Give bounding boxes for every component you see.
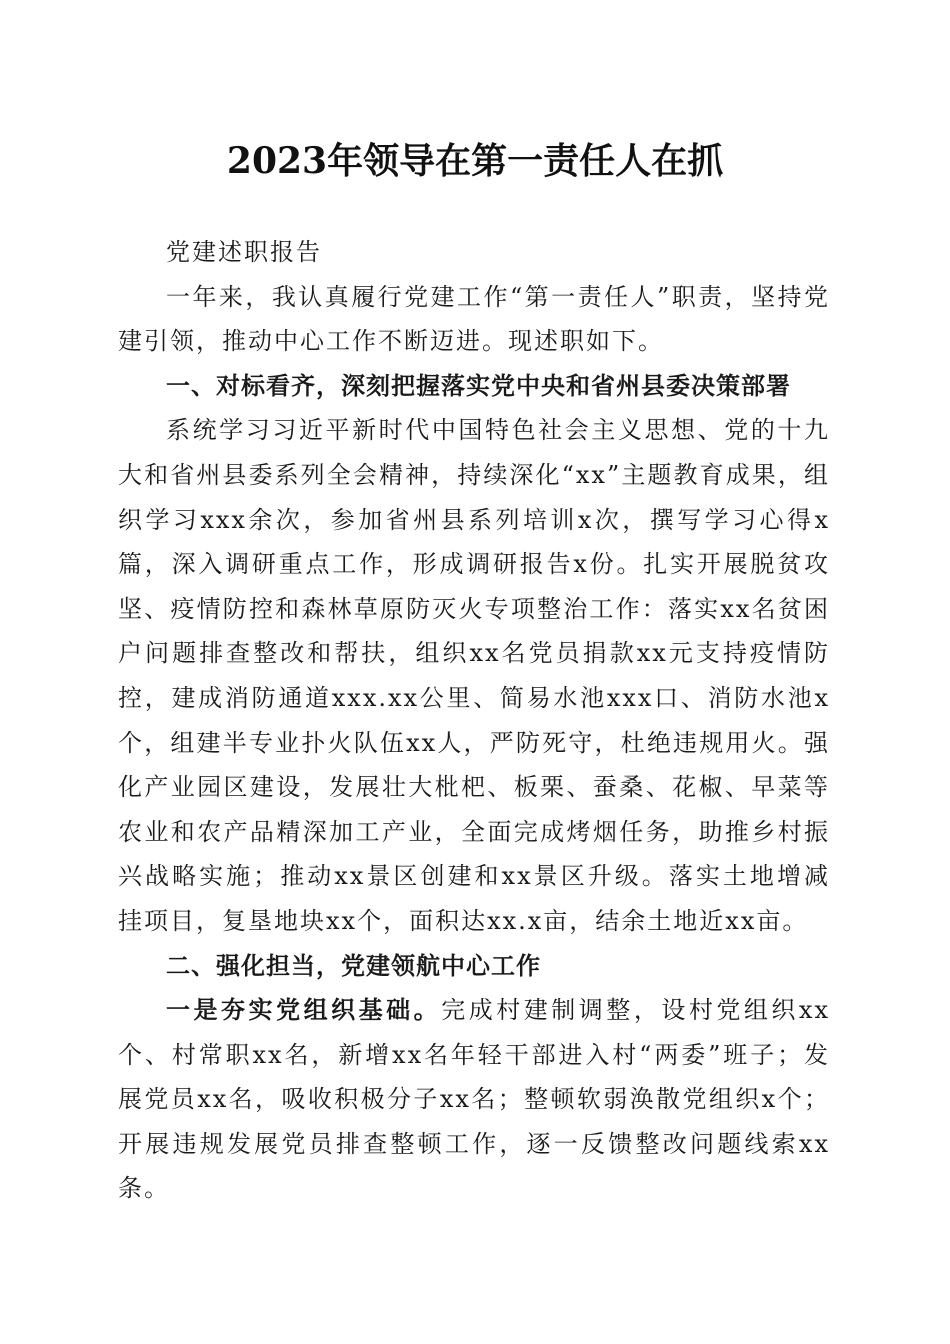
intro-paragraph: 一年来，我认真履行党建工作“第一责任人”职责，坚持党建引领，推动中心工作不断迈进。现述职如下。 xyxy=(118,282,830,356)
document-body xyxy=(118,230,830,1211)
item-1-lead: 一是夯实党组织基础。 xyxy=(166,996,442,1025)
section-2-item-1 xyxy=(118,988,830,1211)
section-1-paragraph: 系统学习习近平新时代中国特色社会主义思想、党的十九大和省州县委系列全会精神，持续深化“xx”主题教育成果，组织学习xxx余次，参加省州县系列培训x次，撰写学习心得x篇，深入调研重点工作，形成调研报告x份。扎实开展脱贫攻坚、疫情防控和森林草原防灭火专项整治工作：落实xx名贫困户问题排查整改和帮扶，组织xx名党员捐款xx元支持疫情防控，建成消防通道xxx.xx公里、简易水池xxx口、消防水池x个，组建半专业扑火队伍xx人，严防死守，杜绝违规用火。强化产业园区建设，发展壮大枇杷、板栗、蚕桑、花椒、早菜等农业和农产品精深加工产业，全面完成烤烟任务，助推乡村振兴战略实施；推动xx景区创建和xx景区升级。落实土地增减挂项目，复垦地块xx个，面积达xx.x亩，结余土地近xx亩。 xyxy=(118,416,830,935)
section-2-heading: 二、强化担当，党建领航中心工作 xyxy=(166,951,541,980)
item-1-body: 完成村建制调整，设村党组织xx个、村常职xx名，新增xx名年轻干部进入村“两委”班子；发展党员xx名，吸收积极分子xx名；整顿软弱涣散党组织x个；开展违规发展党员排查整顿工作，逐一反馈整改问题线索xx条。 xyxy=(118,996,830,1203)
section-1-heading: 一、对标看齐，深刻把握落实党中央和省州县委决策部署 xyxy=(166,371,791,400)
document-title: 2023年领导在第一责任人在抓 xyxy=(226,140,724,182)
document-subtitle: 党建述职报告 xyxy=(166,238,322,266)
